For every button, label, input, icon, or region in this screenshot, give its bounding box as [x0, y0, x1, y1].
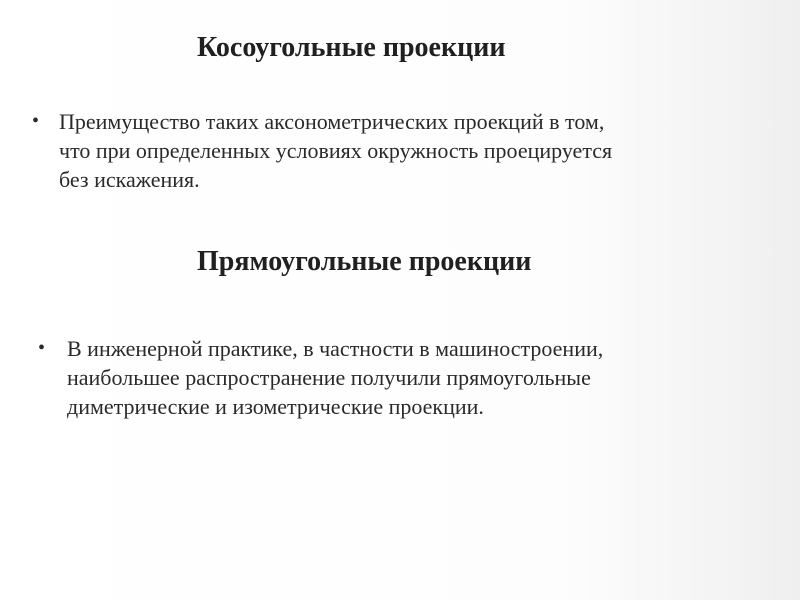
section-title-orthogonal-projections: Прямоугольные проекции: [197, 246, 532, 277]
bullet-text-line: без искажения.: [59, 167, 200, 192]
bullet-text-line: В инженерной практике, в частности в машиностроении,: [67, 336, 604, 361]
bullet-text-line: Преимущество таких аксонометрических проекций в том,: [59, 109, 605, 134]
bullet-text-line: наибольшее распространение получили прямоугольные: [67, 365, 591, 390]
bullet-text: [67, 334, 603, 421]
bullet-text-line: что при определенных условиях окружность проецируется: [59, 138, 613, 163]
bullet-icon: •: [38, 337, 46, 359]
bullet-icon: •: [32, 110, 40, 132]
section-title-oblique-projections: Косоугольные проекции: [197, 32, 506, 63]
bullet-text: [59, 107, 612, 194]
bullet-text-line: диметрические и изометрические проекции.: [67, 394, 484, 419]
